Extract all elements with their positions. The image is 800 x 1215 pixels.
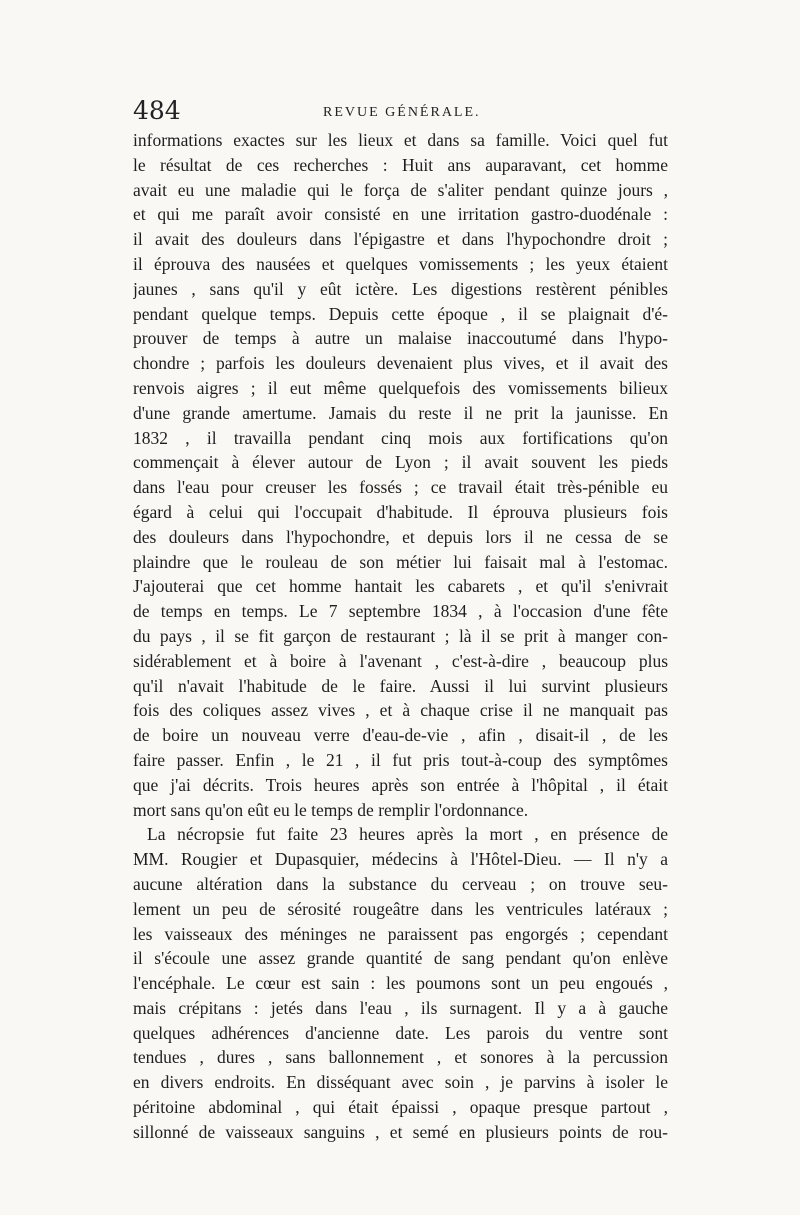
text-line: tendues , dures , sans ballonnement , et sonores à la percussion [133, 1047, 668, 1068]
text-line: MM. Rougier et Dupasquier, médecins à l'Hôtel-Dieu. — Il n'y a [133, 849, 668, 870]
text-line: jaunes , sans qu'il y eût ictère. Les digestions restèrent pénibles [133, 278, 668, 299]
text-line: 1832 , il travailla pendant cinq mois aux fortifications qu'on [133, 427, 668, 448]
text-line: il éprouva des nausées et quelques vomissements ; les yeux étaient [133, 253, 668, 274]
text-line: d'une grande amertume. Jamais du reste il ne prit la jaunisse. En [133, 402, 668, 423]
text-line: informations exactes sur les lieux et dans sa famille. Voici quel fut [133, 130, 668, 150]
text-line: le résultat de ces recherches : Huit ans auparavant, cet homme [133, 154, 668, 175]
text-line: de boire un nouveau verre d'eau-de-vie , afin , disait-il , de les [133, 725, 668, 746]
text-line: des douleurs dans l'hypochondre, et depuis lors il ne cessa de se [133, 526, 668, 547]
text-line: il avait des douleurs dans l'épigastre et dans l'hypochondre droit ; [133, 229, 668, 250]
text-line: mais crépitans : jetés dans l'eau , ils surnagent. Il y a à gauche [133, 997, 668, 1018]
text-line: dans l'eau pour creuser les fossés ; ce travail était très-pénible eu [133, 477, 668, 498]
text-line: fois des coliques assez vives , et à chaque crise il ne manquait pas [133, 700, 668, 721]
text-line: du pays , il se fit garçon de restaurant ; là il se prit à manger con- [133, 625, 668, 646]
text-line: que j'ai décrits. Trois heures après son entrée à l'hôpital , il était [133, 774, 668, 795]
text-line: les vaisseaux des méninges ne paraissent pas engorgés ; cependant [133, 923, 668, 944]
text-line: sillonné de vaisseaux sanguins , et semé en plusieurs points de rou- [133, 1121, 668, 1142]
body-text [133, 128, 668, 1145]
running-title: REVUE GÉNÉRALE. [323, 105, 481, 120]
text-line: il s'écoule une assez grande quantité de sang pendant qu'on enlève [133, 948, 668, 969]
paragraph-end-line: mort sans qu'on eût eu le temps de remplir l'ordonnance. [133, 799, 529, 820]
text-line: et qui me paraît avoir consisté en une irritation gastro-duodénale : [133, 204, 668, 225]
text-line: chondre ; parfois les douleurs devenaient plus vives, et il avait des [133, 353, 668, 374]
page-header [133, 96, 668, 126]
text-line: renvois aigres ; il eut même quelquefois des vomissements bilieux [133, 377, 668, 398]
text-line: plaindre que le rouleau de son métier lui faisait mal à l'estomac. [133, 551, 668, 572]
text-line: l'encéphale. Le cœur est sain : les poumons sont un peu engoués , [133, 973, 668, 994]
text-line: pendant quelque temps. Depuis cette époque , il se plaignait d'é- [133, 303, 668, 324]
text-line: qu'il n'avait l'habitude de le faire. Aussi il lui survint plusieurs [133, 675, 668, 696]
text-line: avait eu une maladie qui le força de s'aliter pendant quinze jours , [133, 179, 668, 200]
text-line: J'ajouterai que cet homme hantait les cabarets , et qu'il s'enivrait [133, 576, 668, 597]
text-line: quelques adhérences d'ancienne date. Les parois du ventre sont [133, 1022, 668, 1043]
text-line: prouver de temps à autre un malaise inaccoutumé dans l'hypo- [133, 328, 668, 349]
text-line: de temps en temps. Le 7 septembre 1834 , à l'occasion d'une fête [133, 601, 668, 622]
text-line: égard à celui qui l'occupait d'habitude. Il éprouva plusieurs fois [133, 501, 668, 522]
text-line: lement un peu de sérosité rougeâtre dans les ventricules latéraux ; [133, 898, 668, 919]
text-line: en divers endroits. En disséquant avec soin , je parvins à isoler le [133, 1072, 668, 1093]
text-line: faire passer. Enfin , le 21 , il fut pris tout-à-coup des symptômes [133, 749, 668, 770]
paragraph-start-line: La nécropsie fut faite 23 heures après la mort , en présence de [147, 824, 668, 845]
text-line: commençait à élever autour de Lyon ; il avait souvent les pieds [133, 452, 668, 473]
text-line: aucune altération dans la substance du cerveau ; on trouve seu- [133, 873, 668, 894]
text-line: sidérablement et à boire à l'avenant , c'est-à-dire , beaucoup plus [133, 650, 668, 671]
text-line: péritoine abdominal , qui était épaissi , opaque presque partout , [133, 1097, 668, 1118]
page-number: 484 [133, 96, 181, 125]
